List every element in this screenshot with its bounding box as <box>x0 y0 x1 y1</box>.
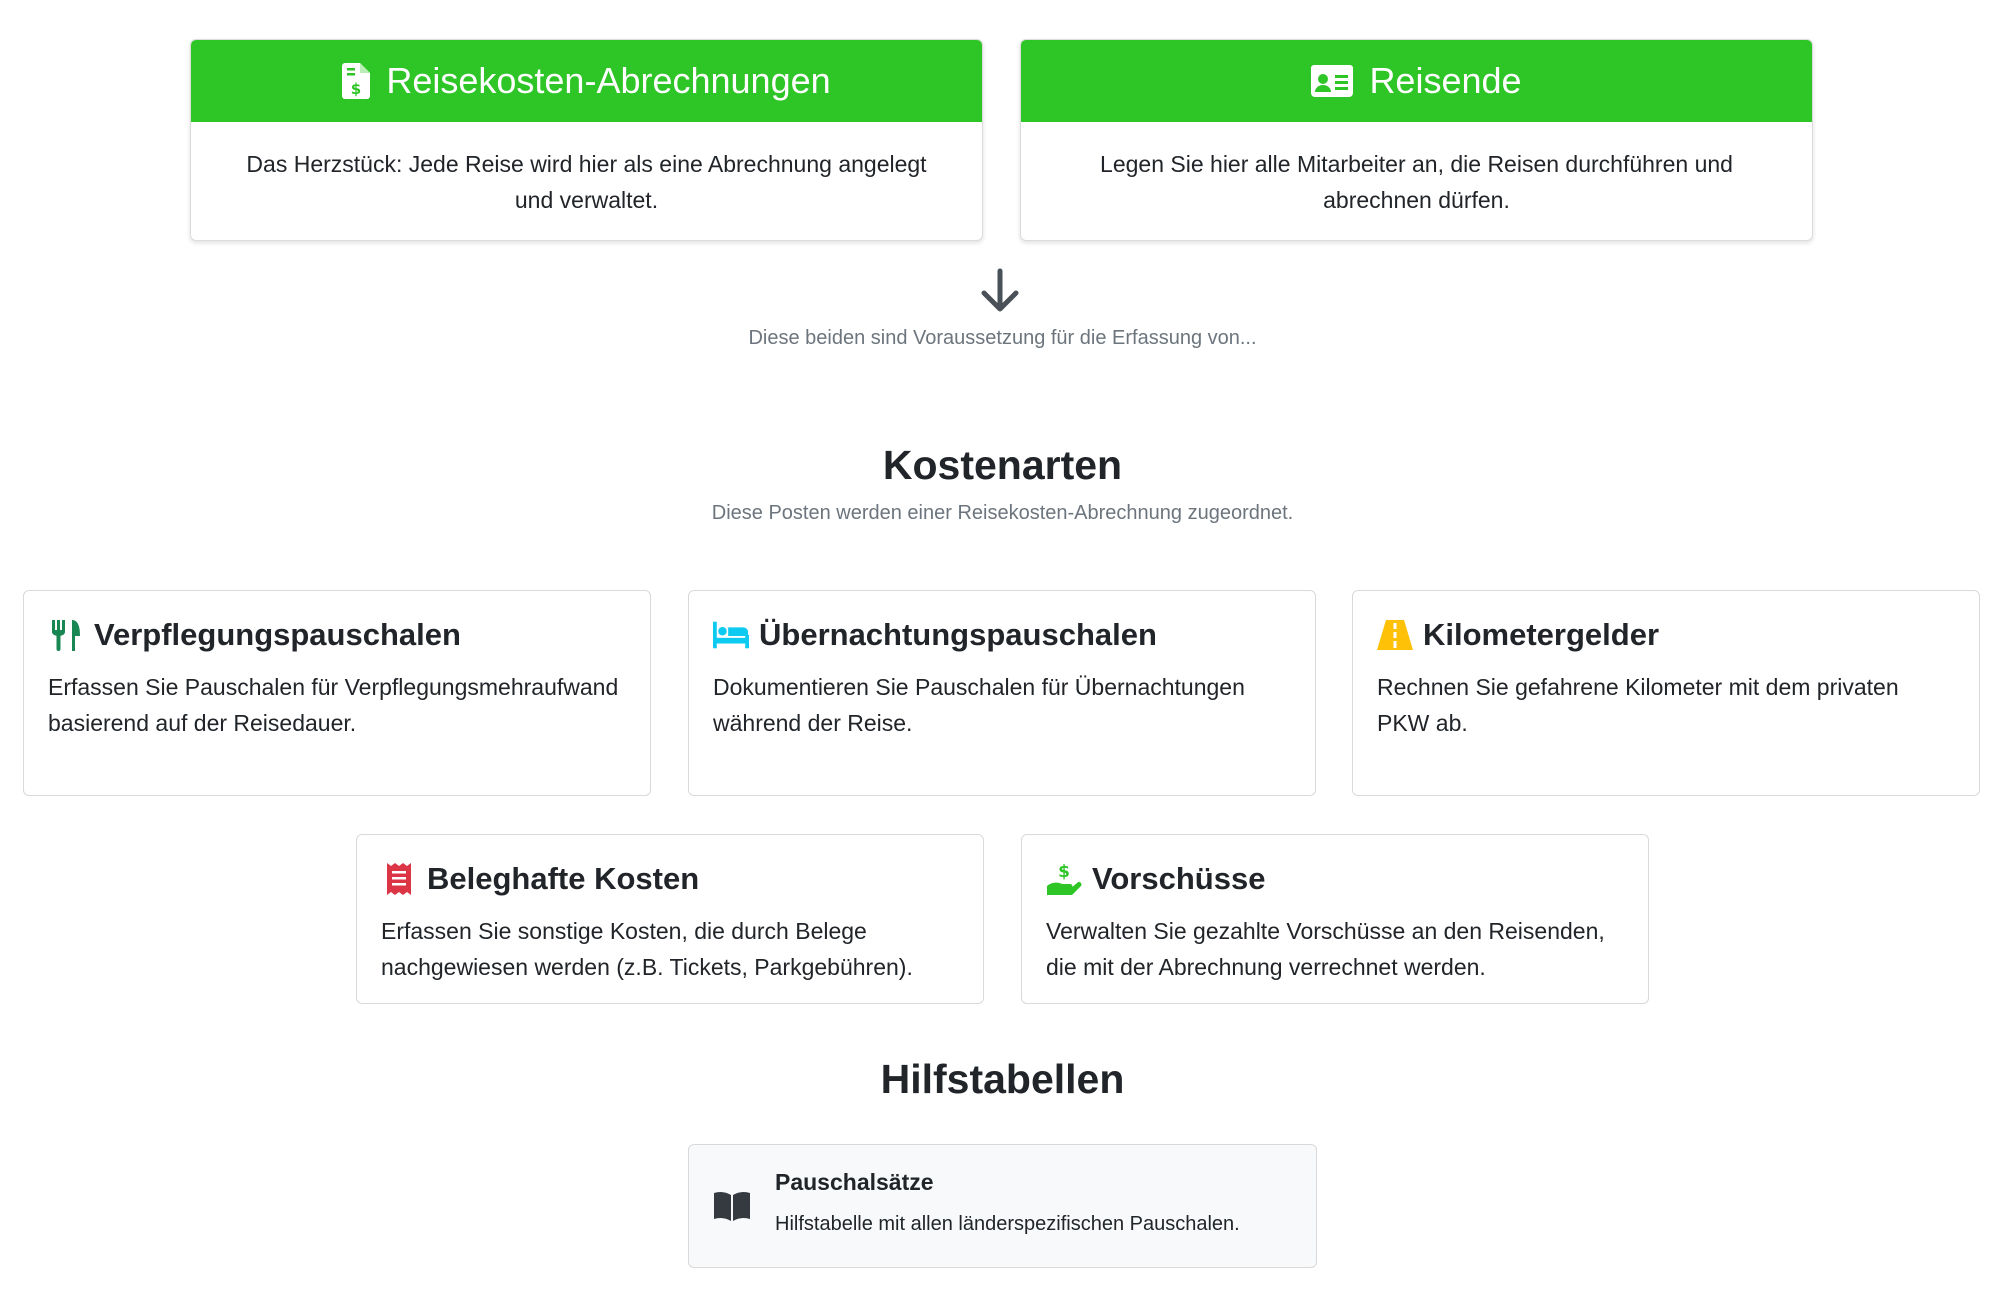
card-description: Das Herzstück: Jede Reise wird hier als eine Abrechnung angelegt und verwaltet. <box>246 151 927 213</box>
card-reisekosten-abrechnungen[interactable] <box>190 39 983 241</box>
card-description: Verwalten Sie gezahlte Vorschüsse an den Reisenden, die mit der Abrechnung verrechnet werden. <box>1046 918 1605 980</box>
card-title: Pauschalsätze <box>775 1169 934 1195</box>
file-invoice-dollar-icon <box>342 63 370 99</box>
card-header <box>191 40 982 122</box>
svg-text:$: $ <box>351 80 362 98</box>
card-title: Vorschüsse <box>1092 861 1266 896</box>
card-title: Verpflegungspauschalen <box>94 617 461 652</box>
card-uebernachtungspauschalen[interactable] <box>688 590 1316 796</box>
card-reisende[interactable] <box>1020 39 1813 241</box>
arrow-down-icon <box>979 268 1021 314</box>
card-title-row <box>48 615 626 655</box>
card-title-row <box>381 859 959 899</box>
card-beleghafte-kosten[interactable] <box>356 834 984 1004</box>
card-title: Beleghafte Kosten <box>427 861 700 896</box>
receipt-icon <box>381 861 417 897</box>
card-title-row <box>1046 859 1624 899</box>
card-description: Legen Sie hier alle Mitarbeiter an, die Reisen durchführen und abrechnen dürfen. <box>1100 151 1733 213</box>
section-title-hilfstabellen: Hilfstabellen <box>880 1056 1125 1102</box>
card-header <box>1021 40 1812 122</box>
card-title-row <box>713 615 1291 655</box>
utensils-icon <box>48 617 84 653</box>
card-title: Kilometergelder <box>1423 617 1660 652</box>
id-card-icon <box>1311 65 1353 97</box>
card-verpflegungspauschalen[interactable] <box>23 590 651 796</box>
card-title: Reisekosten-Abrechnungen <box>386 60 831 101</box>
card-description: Hilfstabelle mit allen länderspezifischen Pauschalen. <box>775 1213 1240 1235</box>
card-description: Erfassen Sie Pauschalen für Verpflegungsmehraufwand basierend auf der Reisedauer. <box>48 674 619 736</box>
flow-note: Diese beiden sind Voraussetzung für die Erfassung von... <box>748 327 1257 349</box>
svg-text:$: $ <box>1058 862 1070 882</box>
road-icon <box>1377 617 1413 653</box>
card-title: Reisende <box>1369 60 1522 101</box>
card-title-row <box>1377 615 1955 655</box>
card-description: Erfassen Sie sonstige Kosten, die durch Belege nachgewiesen werden (z.B. Tickets, Parkgebühren). <box>381 918 913 980</box>
section-title-kostenarten: Kostenarten <box>882 442 1123 488</box>
card-vorschuesse[interactable] <box>1021 834 1649 1004</box>
card-pauschalsaetze[interactable] <box>688 1144 1317 1268</box>
hand-holding-dollar-icon <box>1046 861 1082 897</box>
card-title: Übernachtungspauschalen <box>759 617 1157 652</box>
book-open-icon <box>713 1190 751 1222</box>
bed-icon <box>713 617 749 653</box>
card-description: Rechnen Sie gefahrene Kilometer mit dem privaten PKW ab. <box>1377 674 1899 736</box>
card-description: Dokumentieren Sie Pauschalen für Übernachtungen während der Reise. <box>713 674 1245 736</box>
section-subtitle-kostenarten: Diese Posten werden einer Reisekosten-Abrechnung zugeordnet. <box>711 502 1294 524</box>
card-kilometergelder[interactable] <box>1352 590 1980 796</box>
